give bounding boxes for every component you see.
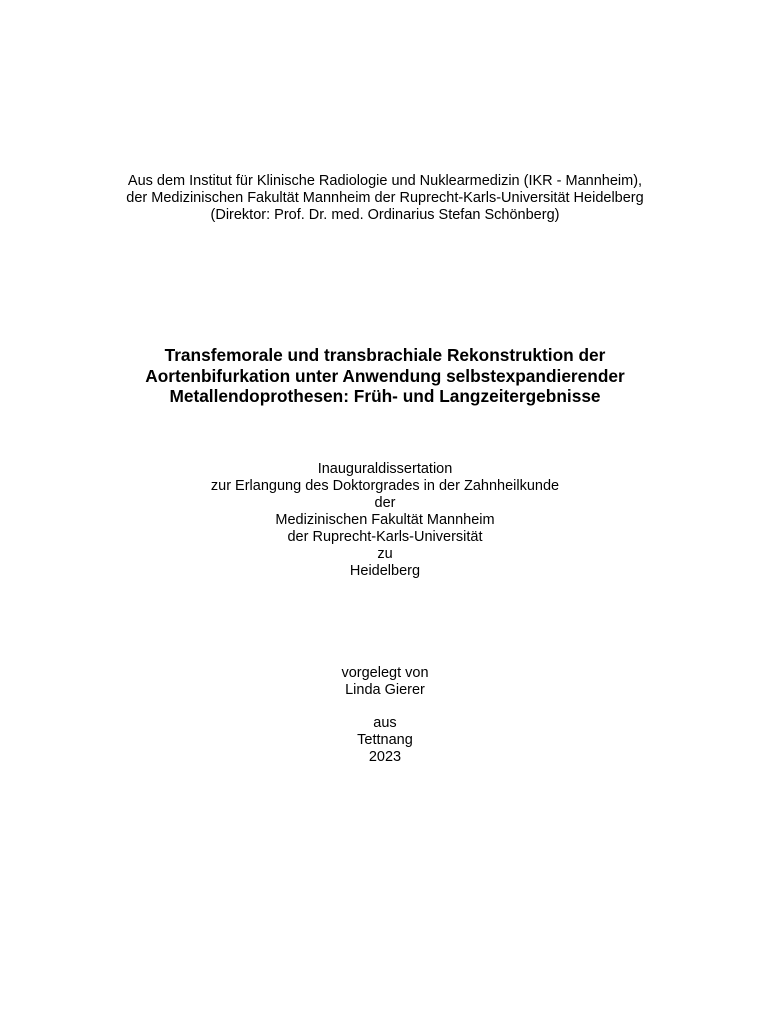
dissertation-statement: [0, 461, 770, 580]
institution-header: [0, 173, 770, 224]
degree-line: zur Erlangung des Doktorgrades in der Zahnheilkunde: [210, 478, 560, 494]
dissertation-title: [0, 345, 770, 407]
title-line: Metallendoprothesen: Früh- und Langzeitergebnisse: [169, 386, 601, 406]
institution-line: Aus dem Institut für Klinische Radiologie und Nuklearmedizin (IKR - Mannheim),: [127, 173, 643, 189]
city-name: Heidelberg: [349, 563, 421, 579]
origin-block: [0, 715, 770, 766]
hometown: Tettnang: [357, 732, 413, 748]
year: 2023: [368, 749, 402, 765]
author-name: Linda Gierer: [345, 682, 425, 698]
title-line: Transfemorale und transbrachiale Rekonstruktion der: [164, 345, 606, 365]
author-block: [0, 665, 770, 699]
connector-line: der: [374, 495, 396, 511]
director-line: (Direktor: Prof. Dr. med. Ordinarius Stefan Schönberg): [210, 207, 560, 223]
from-label: aus: [373, 715, 397, 731]
connector-line: zu: [377, 546, 393, 562]
title-line: Aortenbifurkation unter Anwendung selbstexpandierender: [145, 365, 625, 386]
dissertation-type: Inauguraldissertation: [317, 461, 453, 477]
presented-by-label: vorgelegt von: [341, 665, 429, 681]
faculty-name: Medizinischen Fakultät Mannheim: [275, 512, 495, 528]
university-name: der Ruprecht-Karls-Universität: [287, 529, 483, 545]
faculty-line: der Medizinischen Fakultät Mannheim der Ruprecht-Karls-Universität Heidelberg: [126, 190, 644, 206]
